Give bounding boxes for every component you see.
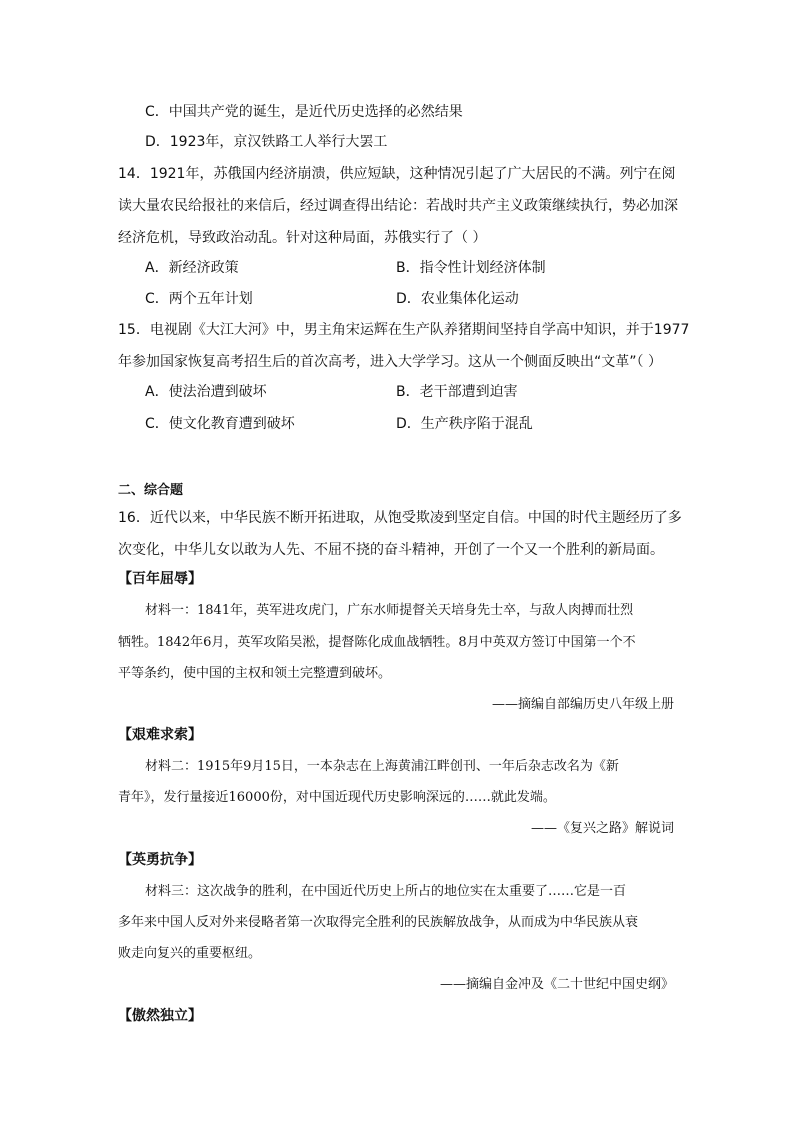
- q15-option-d: D．生产秩序陷于混乱: [396, 416, 533, 432]
- part3-material-line2: 多年来中国人反对外来侵略者第一次取得完全胜利的民族解放战争，从而成为中华民族从衰: [118, 915, 639, 930]
- part1-material-line1: 材料一：1841年，英军进攻虎门，广东水师提督关天培身先士卒，与敌人肉搏而壮烈: [145, 603, 634, 618]
- part1-heading: 【百年屈辱】: [118, 571, 202, 587]
- part1-material-line2: 牺牲。1842年6月，英军攻陷吴淞，提督陈化成血战牺牲。8月中英双方签订中国第一个不: [118, 635, 636, 650]
- part1-source: ——摘编自部编历史八年级上册: [491, 697, 674, 712]
- q14-option-c: C．两个五年计划: [145, 291, 253, 307]
- q14-option-b: B．指令性计划经济体制: [396, 260, 546, 276]
- q15-stem-line1: 15．电视剧《大江大河》中，男主角宋运辉在生产队养猪期间坚持自学高中知识，并于1977: [118, 322, 690, 338]
- q14-option-a: A．新经济政策: [145, 260, 239, 276]
- q16-stem-line2: 次变化，中华儿女以敢为人先、不屈不挠的奋斗精神，开创了一个又一个胜利的新局面。: [118, 542, 664, 558]
- q14-option-d: D．农业集体化运动: [396, 291, 519, 307]
- q13-option-d: D．1923年，京汉铁路工人举行大罢工: [145, 134, 388, 150]
- q14-stem-line3: 经济危机，导致政治动乱。针对这种局面，苏俄实行了（ ）: [118, 230, 487, 246]
- q15-stem-line2: 年参加国家恢复高考招生后的首次高考，进入大学学习。这从一个侧面反映出“文革”（ ）: [118, 354, 662, 370]
- q13-option-c: C．中国共产党的诞生，是近代历史选择的必然结果: [145, 104, 463, 120]
- part3-material-line3: 败走向复兴的重要枢纽。: [118, 946, 262, 961]
- q15-option-b: B．老干部遭到迫害: [396, 384, 518, 400]
- part3-heading: 【英勇抗争】: [118, 852, 202, 868]
- q14-stem-line2: 读大量农民给报社的来信后，经过调查得出结论：若战时共产主义政策继续执行，势必加深: [118, 198, 678, 214]
- part2-heading: 【艰难求索】: [118, 727, 202, 743]
- part2-source: ——《复兴之路》解说词: [530, 821, 674, 836]
- part3-source: ——摘编自金冲及《二十世纪中国史纲》: [439, 977, 674, 992]
- section-heading: 二、综合题: [118, 483, 184, 498]
- q16-stem-line1: 16．近代以来，中华民族不断开拓进取，从饱受欺凌到坚定自信。中国的时代主题经历了多: [118, 510, 682, 526]
- part2-material-line2: 青年》，发行量接近16000份，对中国近现代历史影响深远的……就此发端。: [118, 790, 556, 805]
- part3-material-line1: 材料三：这次战争的胜利，在中国近代历史上所占的地位实在太重要了……它是一百: [145, 884, 627, 899]
- q14-stem-line1: 14．1921年，苏俄国内经济崩溃，供应短缺，这种情况引起了广大居民的不满。列宁在阅: [118, 166, 676, 182]
- part4-heading: 【傲然独立】: [118, 1008, 202, 1024]
- part2-material-line1: 材料二：1915年9月15日，一本杂志在上海黄浦江畔创刊、一年后杂志改名为《新: [145, 759, 619, 774]
- q15-option-c: C．使文化教育遭到破坏: [145, 416, 295, 432]
- part1-material-line3: 平等条约，使中国的主权和领土完整遭到破坏。: [118, 666, 392, 681]
- q15-option-a: A．使法治遭到破坏: [145, 384, 267, 400]
